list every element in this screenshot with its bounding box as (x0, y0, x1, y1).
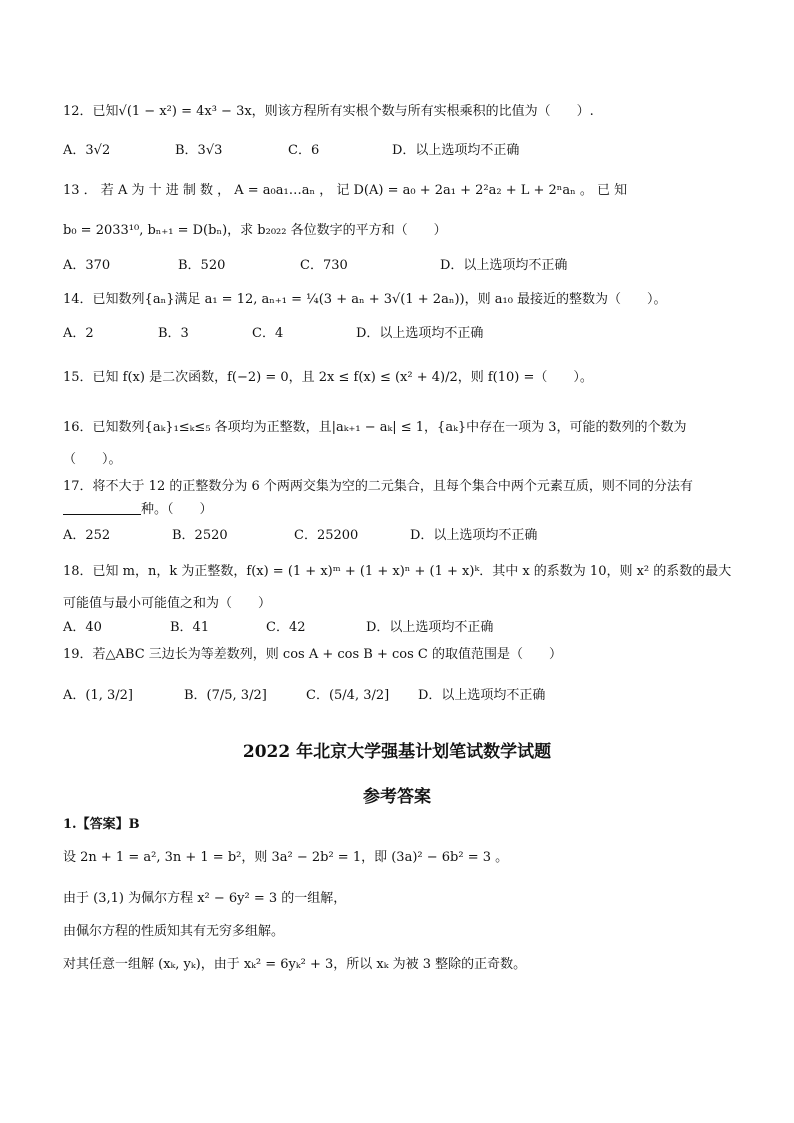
q14-option-b: B．3 (158, 326, 189, 341)
q18-option-d: D．以上选项均不正确 (366, 620, 494, 635)
q18-option-a: A．40 (63, 620, 102, 635)
q18-option-b: B．41 (170, 620, 210, 635)
q17-option-d: D．以上选项均不正确 (410, 528, 538, 543)
q19-stem: 19．若△ABC 三边长为等差数列，则 cos A + cos B + cos C 的取值范围是（ ） (63, 647, 563, 662)
q18-option-c: C．42 (266, 620, 306, 635)
q17-stem-line2: 种。（ ） (141, 502, 213, 517)
q13-option-d: D．以上选项均不正确 (440, 258, 568, 273)
q13-option-a: A．370 (63, 258, 111, 273)
q19-option-b: B．(7/5, 3/2] (184, 688, 267, 703)
q17-stem-line2-wrap (63, 500, 744, 520)
q18-stem-line2: 可能值与最小可能值之和为（ ） (63, 596, 272, 611)
q18-stem-line1: 18．已知 m，n，k 为正整数，f(x) = (1 + x)ᵐ + (1 + x)ⁿ + (1 + x)ᵏ．其中 x 的系数为 10，则 x² 的系数的最大 (63, 564, 732, 579)
q19-option-c: C．(5/4, 3/2] (306, 688, 390, 703)
q12-stem: 12．已知√(1 − x²) = 4x³ − 3x，则该方程所有实根个数与所有实根乘积的比值为（ ）. (63, 104, 594, 119)
answer1-line4: 对其任意一组解 (xₖ, yₖ)，由于 xₖ² = 6yₖ² + 3，所以 xₖ 为被 3 整除的正奇数。 (63, 957, 527, 972)
answer1-line2: 由于 (3,1) 为佩尔方程 x² − 6y² = 3 的一组解， (63, 891, 347, 906)
q17-stem-line1: 17．将不大于 12 的正整数分为 6 个两两交集为空的二元集合，且每个集合中两个元素互质，则不同的分法有 (63, 479, 693, 494)
q19-option-d: D．以上选项均不正确 (418, 688, 546, 703)
q13-option-b: B．520 (178, 258, 226, 273)
q19-option-a: A．(1, 3/2] (63, 688, 133, 703)
q12-option-d: D．以上选项均不正确 (392, 143, 520, 158)
page-title: 2022 年北京大学强基计划笔试数学试题 (242, 742, 552, 762)
q17-fill-blank (63, 500, 141, 515)
q14-option-a: A．2 (63, 326, 94, 341)
q16-stem-line1: 16．已知数列{aₖ}₁≤ₖ≤₅ 各项均为正整数，且|aₖ₊₁ − aₖ| ≤ 1，{aₖ}中存在一项为 3，可能的数列的个数为 (63, 420, 687, 435)
answer1-tag: 1.【答案】B (63, 817, 140, 832)
q17-option-a: A．252 (63, 528, 111, 543)
answer-section-title: 参考答案 (363, 787, 431, 807)
q12-option-c: C．6 (288, 143, 320, 158)
answer1-line1: 设 2n + 1 = a², 3n + 1 = b²，则 3a² − 2b² = 1，即 (3a)² − 6b² = 3 。 (63, 850, 509, 865)
q16-stem-line2: （ ）。 (63, 452, 122, 467)
q15-stem: 15．已知 f(x) 是二次函数，f(−2) = 0，且 2x ≤ f(x) ≤ (x² + 4)/2，则 f(10) =（ ）。 (63, 370, 593, 385)
q13-stem-line2: b₀ = 2033¹⁰, bₙ₊₁ = D(bₙ)，求 b₂₀₂₂ 各位数字的平方和（ ） (63, 223, 447, 238)
q12-option-b: B．3√3 (175, 143, 223, 158)
q17-option-c: C．25200 (294, 528, 359, 543)
q14-option-c: C．4 (252, 326, 284, 341)
q13-option-c: C．730 (300, 258, 348, 273)
q14-option-d: D．以上选项均不正确 (356, 326, 484, 341)
q12-option-a: A．3√2 (63, 143, 111, 158)
q14-stem: 14．已知数列{aₙ}满足 a₁ = 12, aₙ₊₁ = ¼(3 + aₙ + 3√(1 + 2aₙ))，则 a₁₀ 最接近的整数为（ ）。 (63, 292, 667, 307)
q17-option-b: B．2520 (172, 528, 228, 543)
q13-stem-line1: 13 ． 若 A 为 十 进 制 数 ， A = a₀a₁…aₙ ， 记 D(A) = a₀ + 2a₁ + 2²a₂ + L + 2ⁿaₙ 。 已 知 (63, 183, 628, 198)
answer1-line3: 由佩尔方程的性质知其有无穷多组解。 (63, 924, 285, 939)
